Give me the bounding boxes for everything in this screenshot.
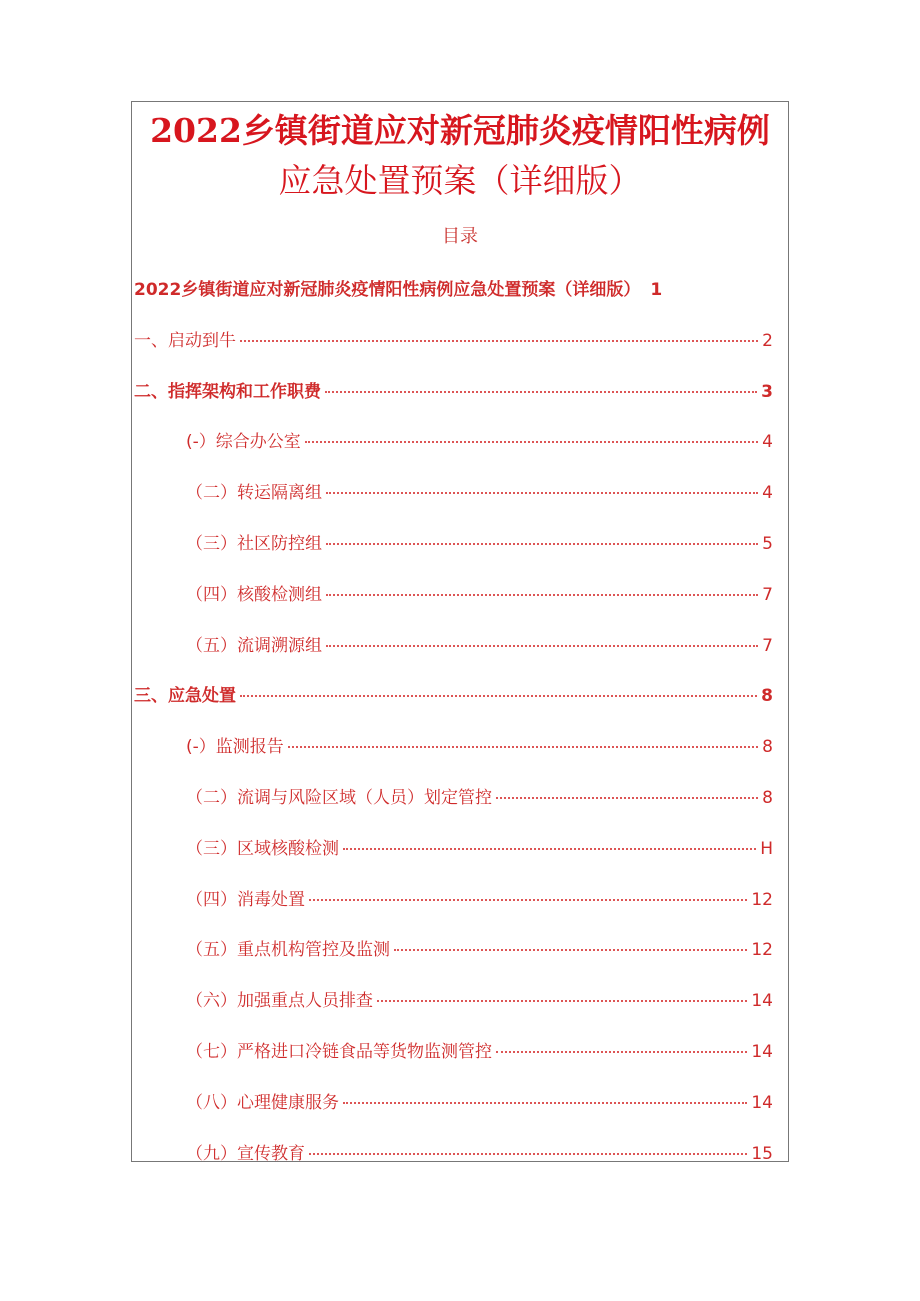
toc-entry-page: 2: [762, 330, 773, 351]
toc-entry-label: 三、应急处置: [134, 686, 236, 707]
toc-dot-leader: [288, 746, 758, 748]
toc-entry-page: 8: [761, 686, 773, 707]
toc-entry-label: 一、启动到牛: [134, 330, 236, 351]
toc-entry[interactable]: [186, 783, 773, 807]
toc-entry[interactable]: [186, 1088, 773, 1112]
toc-entry-label: （六）加强重点人员排查: [186, 991, 373, 1012]
toc-entry[interactable]: [186, 580, 773, 604]
toc-dot-leader: [240, 695, 757, 697]
toc-entry-page: 12: [751, 889, 773, 910]
toc-entry-label: （九）宣传教育: [186, 1143, 305, 1164]
toc-entry-page: 7: [762, 584, 773, 605]
toc-entry-page: 1: [650, 280, 663, 300]
toc-entry[interactable]: [186, 885, 773, 909]
toc-dot-leader: [326, 492, 758, 494]
toc-dot-leader: [343, 1102, 747, 1104]
toc-entry[interactable]: [186, 529, 773, 553]
toc-entry[interactable]: [134, 681, 773, 705]
toc-dot-leader: [496, 797, 758, 799]
toc-dot-leader: [325, 391, 757, 393]
document-title-line2: 应急处置预案（详细版）: [278, 161, 642, 200]
toc-entry-label: （二）转运隔离组: [186, 483, 322, 504]
toc-entry-page: 7: [762, 635, 773, 656]
toc-entry-page: 8: [762, 788, 773, 808]
toc-entry-page: 14: [751, 1092, 773, 1113]
toc-dot-leader: [377, 1000, 747, 1002]
toc-entry[interactable]: [186, 935, 773, 959]
toc-entry-page: 14: [751, 991, 773, 1012]
toc-dot-leader: [343, 848, 756, 850]
toc-dot-leader: [309, 1153, 747, 1155]
toc-entry-label: （三）区域核酸检测: [186, 838, 339, 859]
toc-entry[interactable]: [186, 986, 773, 1010]
toc-entry[interactable]: [134, 275, 662, 299]
toc-entry-page: 15: [751, 1143, 773, 1164]
toc-entry[interactable]: [186, 631, 773, 655]
toc-entry-label: （三）社区防控组: [186, 534, 322, 554]
toc-entry-label: 2022乡镇街道应对新冠肺炎疫情阳性病例应急处置预案（详细版）: [134, 280, 641, 300]
toc-heading: 目录: [442, 226, 478, 247]
toc-entry-label: 二、指挥架构和工作职费: [134, 381, 321, 402]
toc-entry-label: （五）流调溯源组: [186, 635, 322, 656]
toc-entry-label: (-）综合办公室: [186, 432, 301, 453]
toc-entry-label: （四）消毒处置: [186, 889, 305, 910]
toc-dot-leader: [394, 949, 747, 951]
toc-entry-page: 4: [762, 432, 773, 453]
toc-entry[interactable]: [186, 427, 773, 451]
document-title-line1: 2022乡镇街道应对新冠肺炎疫情阳性病例: [150, 111, 770, 150]
toc-dot-leader: [326, 594, 758, 596]
toc-entry-page: 4: [762, 483, 773, 504]
toc-entry[interactable]: [186, 834, 773, 858]
toc-dot-leader: [496, 1051, 747, 1053]
toc-dot-leader: [326, 645, 758, 647]
toc-entry[interactable]: [186, 1037, 773, 1061]
toc-entry-page: 5: [762, 534, 773, 554]
toc-entry-page: 12: [751, 940, 773, 961]
toc-entry-page: 8: [762, 737, 773, 758]
toc-entry-page: H: [760, 838, 773, 859]
toc-entry-page: 14: [751, 1042, 773, 1062]
toc-entry[interactable]: [186, 1139, 773, 1163]
toc-entry[interactable]: [134, 377, 773, 401]
toc-dot-leader: [309, 899, 747, 901]
toc-entry-label: （八）心理健康服务: [186, 1092, 339, 1113]
toc-entry[interactable]: [186, 478, 773, 502]
toc-entry[interactable]: [186, 732, 773, 756]
toc-entry-label: (-）监测报告: [186, 737, 284, 758]
toc-entry-label: （七）严格进口冷链食品等货物监测管控: [186, 1042, 492, 1062]
toc-entry-label: （四）核酸检测组: [186, 584, 322, 605]
toc-dot-leader: [305, 441, 758, 443]
toc-dot-leader: [326, 543, 758, 545]
toc-entry-label: （五）重点机构管控及监测: [186, 940, 390, 961]
toc-entry-page: 3: [761, 381, 773, 402]
toc-entry-label: （二）流调与风险区域（人员）划定管控: [186, 788, 492, 808]
toc-dot-leader: [240, 340, 758, 342]
toc-entry[interactable]: [134, 326, 773, 350]
